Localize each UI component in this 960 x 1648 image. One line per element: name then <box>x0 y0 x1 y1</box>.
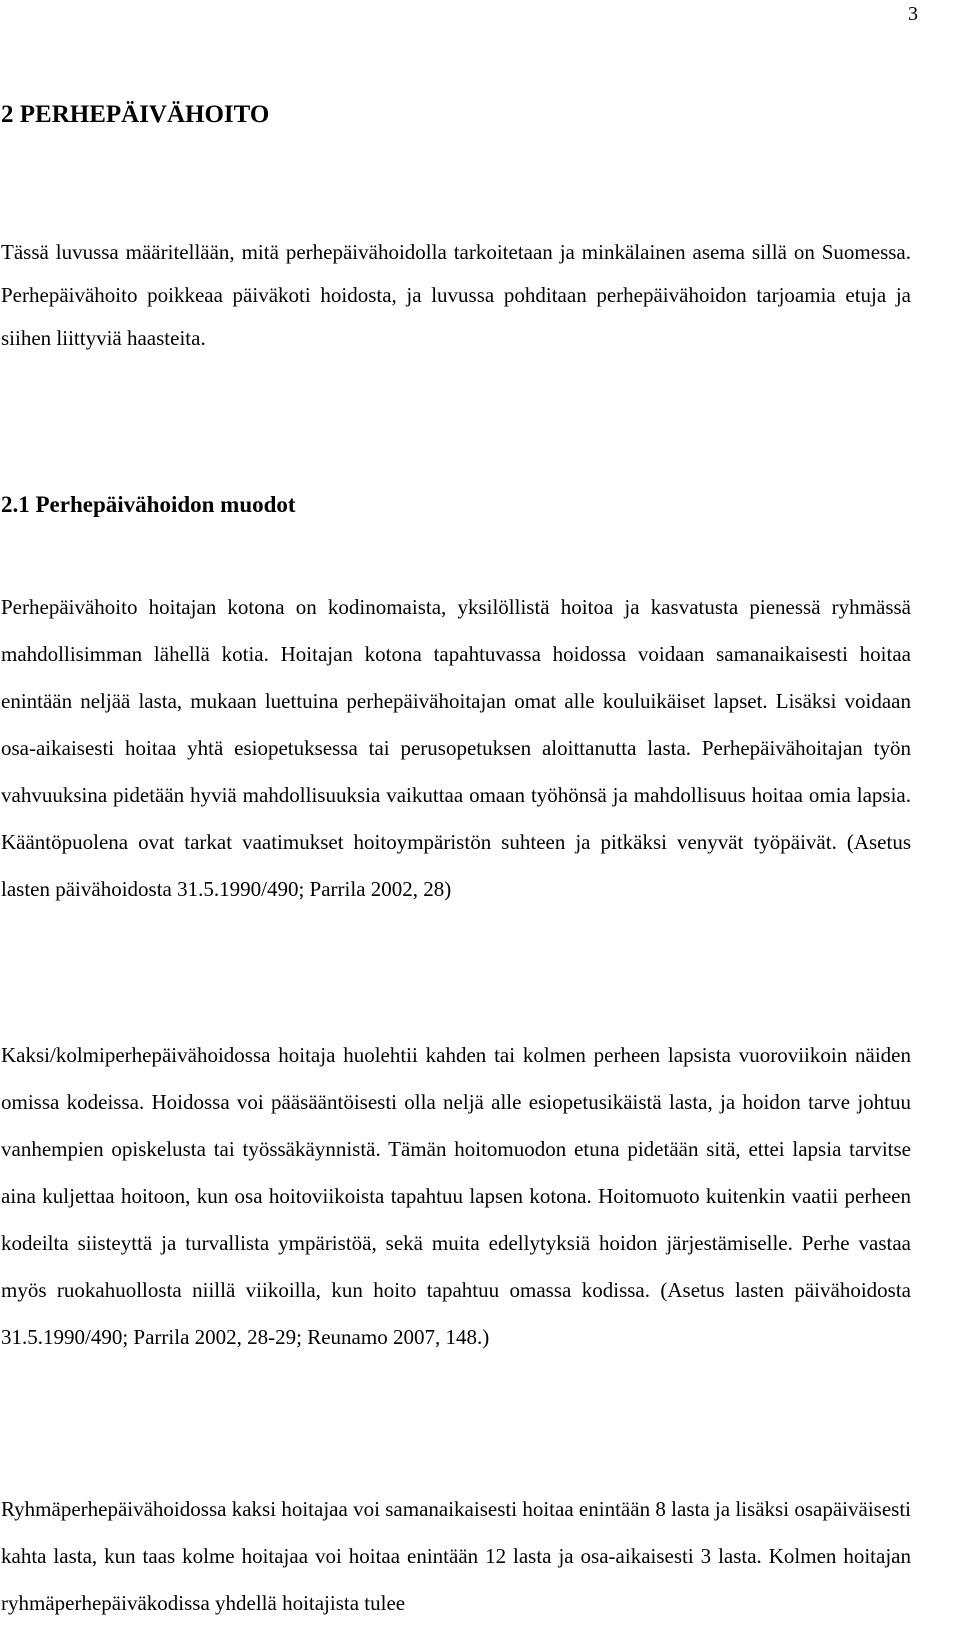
section-heading: 2.1 Perhepäivähoidon muodot <box>1 492 296 517</box>
paragraph-shared-care: Kaksi/kolmiperhepäivähoidossa hoitaja huolehtii kahden tai kolmen perheen lapsista vuoroviikoin näiden omissa kodeissa. Hoidossa voi pääsääntöisesti olla neljä alle esiopetusikäistä lasta, ja hoidon tarve johtuu vanhempien opiskelusta tai työssäkäynnistä. Tämän hoitomuodon etuna pidetään sitä, ettei lapsia tarvitse aina kuljettaa hoitoon, kun osa hoitoviikoista tapahtuu lapsen kotona. Hoitomuoto kuitenkin vaatii perheen kodeilta siisteyttä ja turvallista ympäristöä, sekä muita edellytyksiä hoidon järjestämiselle. Perhe vastaa myös ruokahuollosta niillä viikoilla, kun hoito tapahtuu omassa kodissa. (Asetus lasten päivähoidosta 31.5.1990/490; Parrila 2002, 28-29; Reunamo 2007, 148.) <box>1 1043 911 1349</box>
chapter-intro-paragraph: Tässä luvussa määritellään, mitä perhepäivähoidolla tarkoitetaan ja minkälainen asema sillä on Suomessa. Perhepäivähoito poikkeaa päiväkoti hoidosta, ja luvussa pohditaan perhepäivähoidon tarjoamia etuja ja siihen liittyviä haasteita. <box>1 240 911 350</box>
paragraph-home-care: Perhepäivähoito hoitajan kotona on kodinomaista, yksilöllistä hoitoa ja kasvatusta pienessä ryhmässä mahdollisimman lähellä kotia. Hoitajan kotona tapahtuvassa hoidossa voidaan samanaikaisesti hoitaa enintään neljää lasta, mukaan luettuina perhepäivähoitajan omat alle kouluikäiset lapset. Lisäksi voidaan osa-aikaisesti hoitaa yhtä esiopetuksessa tai perusopetuksen aloittanutta lasta. Perhepäivähoitajan työn vahvuuksina pidetään hyviä mahdollisuuksia vaikuttaa omaan työhönsä ja mahdollisuus hoitaa omia lapsia. Kääntöpuolena ovat tarkat vaatimukset hoitoympäristön suhteen ja pitkäksi venyvät työpäivät. (Asetus lasten päivähoidosta 31.5.1990/490; Parrila 2002, 28) <box>1 595 911 901</box>
page-number: 3 <box>908 3 918 25</box>
chapter-heading: 2 PERHEPÄIVÄHOITO <box>1 101 270 128</box>
paragraph-group-care: Ryhmäperhepäivähoidossa kaksi hoitajaa voi samanaikaisesti hoitaa enintään 8 lasta ja lisäksi osapäiväisesti kahta lasta, kun taas kolme hoitajaa voi hoitaa enintään 12 lasta ja osa-aikaisesti 3 lasta. Kolmen hoitajan ryhmäperhepäiväkodissa yhdellä hoitajista tulee <box>1 1497 911 1615</box>
